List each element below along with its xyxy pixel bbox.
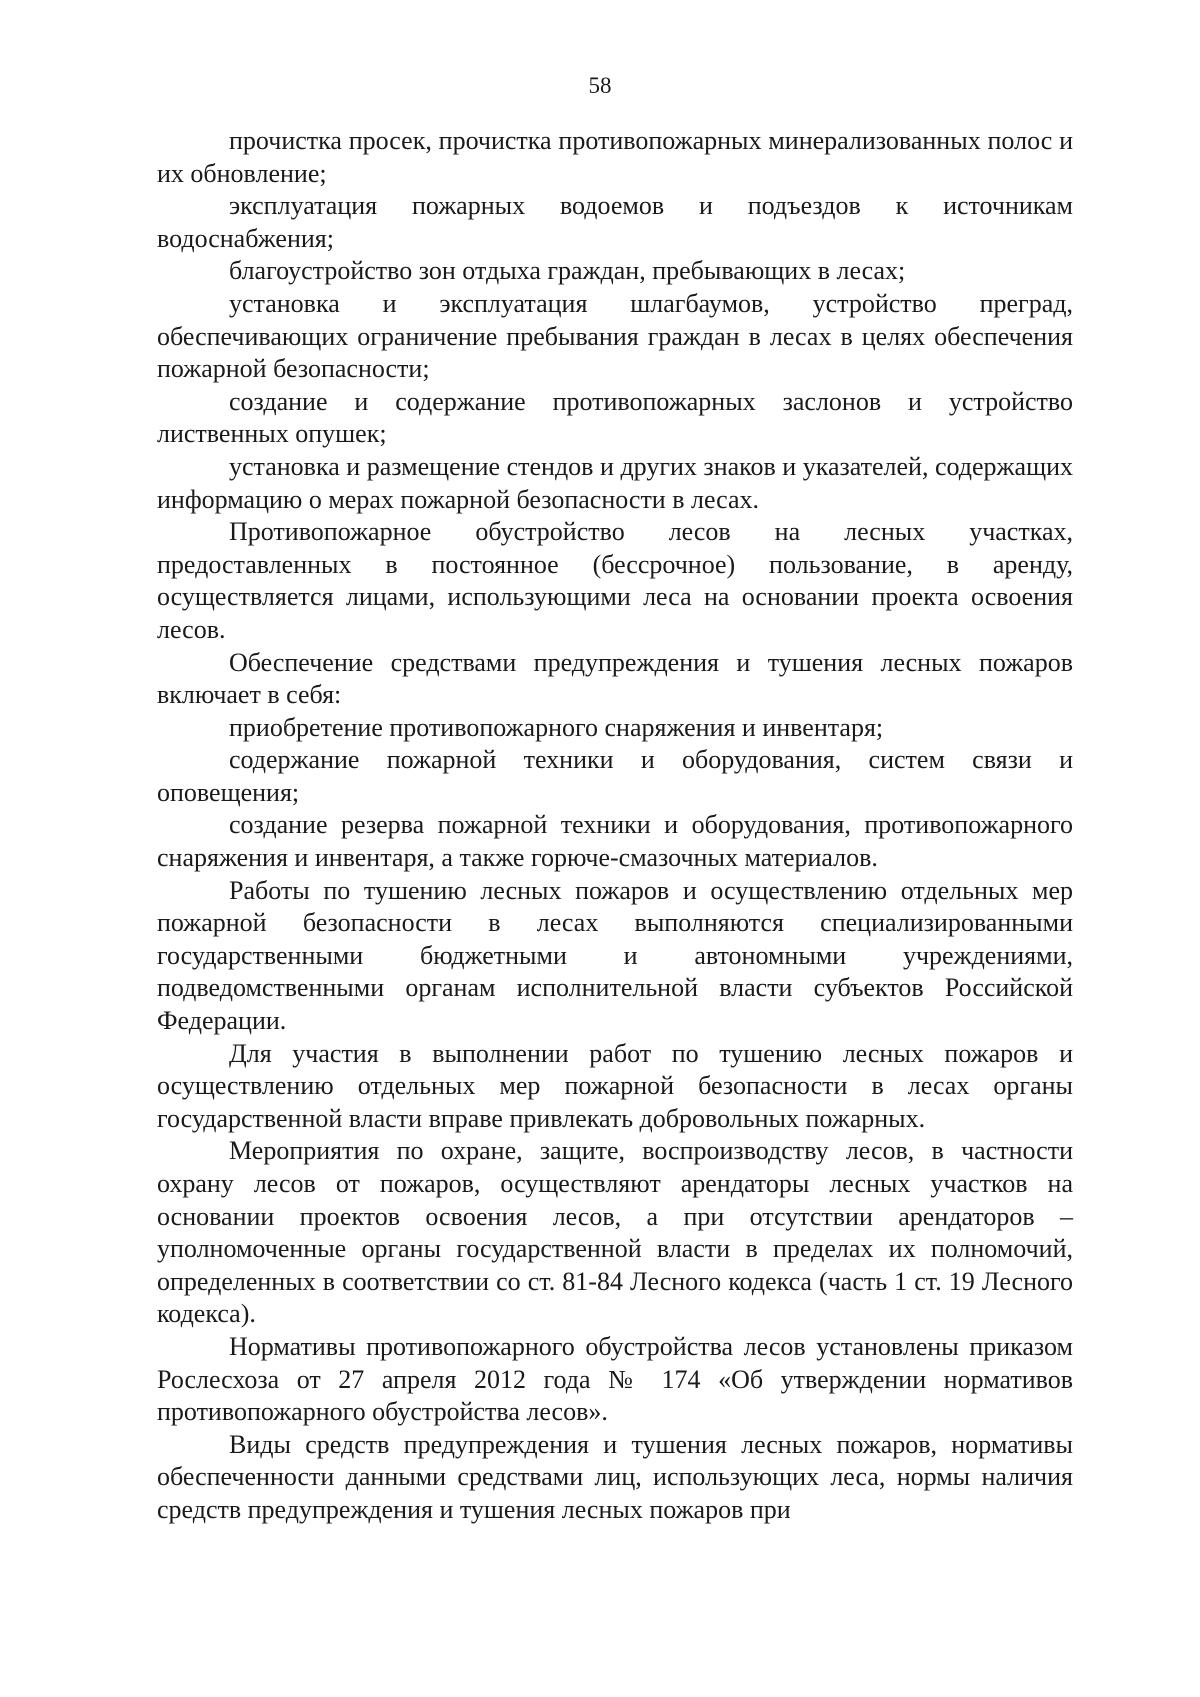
paragraph: содержание пожарной техники и оборудования, систем связи и оповещения; <box>157 745 1073 807</box>
paragraph: Мероприятия по охране, защите, воспроизводству лесов, в частности охрану лесов от пожаров, осуществляют арендаторы лесных участков на основании проектов освоения лесов, а при отсутствии арендаторов – уполномоченные органы государственной власти в пределах их полномочий, определенных в соответствии со ст. 81-84 Лесного кодекса (часть 1 ст. 19 Лесного кодекса). <box>157 1136 1073 1329</box>
paragraph: благоустройство зон отдыха граждан, пребывающих в лесах; <box>229 256 906 286</box>
paragraph: установка и эксплуатация шлагбаумов, устройство преград, обеспечивающих ограничение пребывания граждан в лесах в целях обеспечения пожарной безопасности; <box>157 288 1073 384</box>
paragraph: Работы по тушению лесных пожаров и осуществлению отдельных мер пожарной безопасности в лесах выполняются специализированными государственными бюджетными и автономными учреждениями, подведомственными органам исполнительной власти субъектов Российской Федерации. <box>157 875 1073 1036</box>
paragraph: Обеспечение средствами предупреждения и тушения лесных пожаров включает в себя: <box>157 647 1073 710</box>
paragraph: создание резерва пожарной техники и оборудования, противопожарного снаряжения и инвентаря, а также горюче-смазочных материалов. <box>157 810 1073 873</box>
paragraph: создание и содержание противопожарных заслонов и устройство лиственных опушек; <box>157 386 1073 449</box>
paragraph: Для участия в выполнении работ по тушению лесных пожаров и осуществлению отдельных мер пожарной безопасности в лесах органы государственной власти вправе привлекать добровольных пожарных. <box>157 1038 1073 1133</box>
paragraph: Нормативы противопожарного обустройства лесов установлены приказом Рослесхоза от 27 апреля 2012 года № 174 «Об утверждении нормативов противопожарного обустройства лесов». <box>157 1331 1073 1427</box>
paragraph: эксплуатация пожарных водоемов и подъездов к источникам водоснабжения; <box>157 191 1073 253</box>
body-text <box>157 125 1073 1527</box>
page-number: 58 <box>588 73 612 98</box>
paragraph: прочистка просек, прочистка противопожарных минерализованных полос и их обновление; <box>157 126 1073 188</box>
paragraph: приобретение противопожарного снаряжения и инвентаря; <box>229 712 884 742</box>
paragraph: установка и размещение стендов и других знаков и указателей, содержащих информацию о мерах пожарной безопасности в лесах. <box>157 451 1073 514</box>
paragraph: Виды средств предупреждения и тушения лесных пожаров, нормативы обеспеченности данными средствами лиц, использующих леса, нормы наличия средств предупреждения и тушения лесных пожаров при <box>157 1429 1073 1524</box>
paragraph: Противопожарное обустройство лесов на лесных участках, предоставленных в постоянное (бессрочное) пользование, в аренду, осуществляется лицами, использующими леса на основании проекта освоения лесов. <box>157 517 1073 644</box>
